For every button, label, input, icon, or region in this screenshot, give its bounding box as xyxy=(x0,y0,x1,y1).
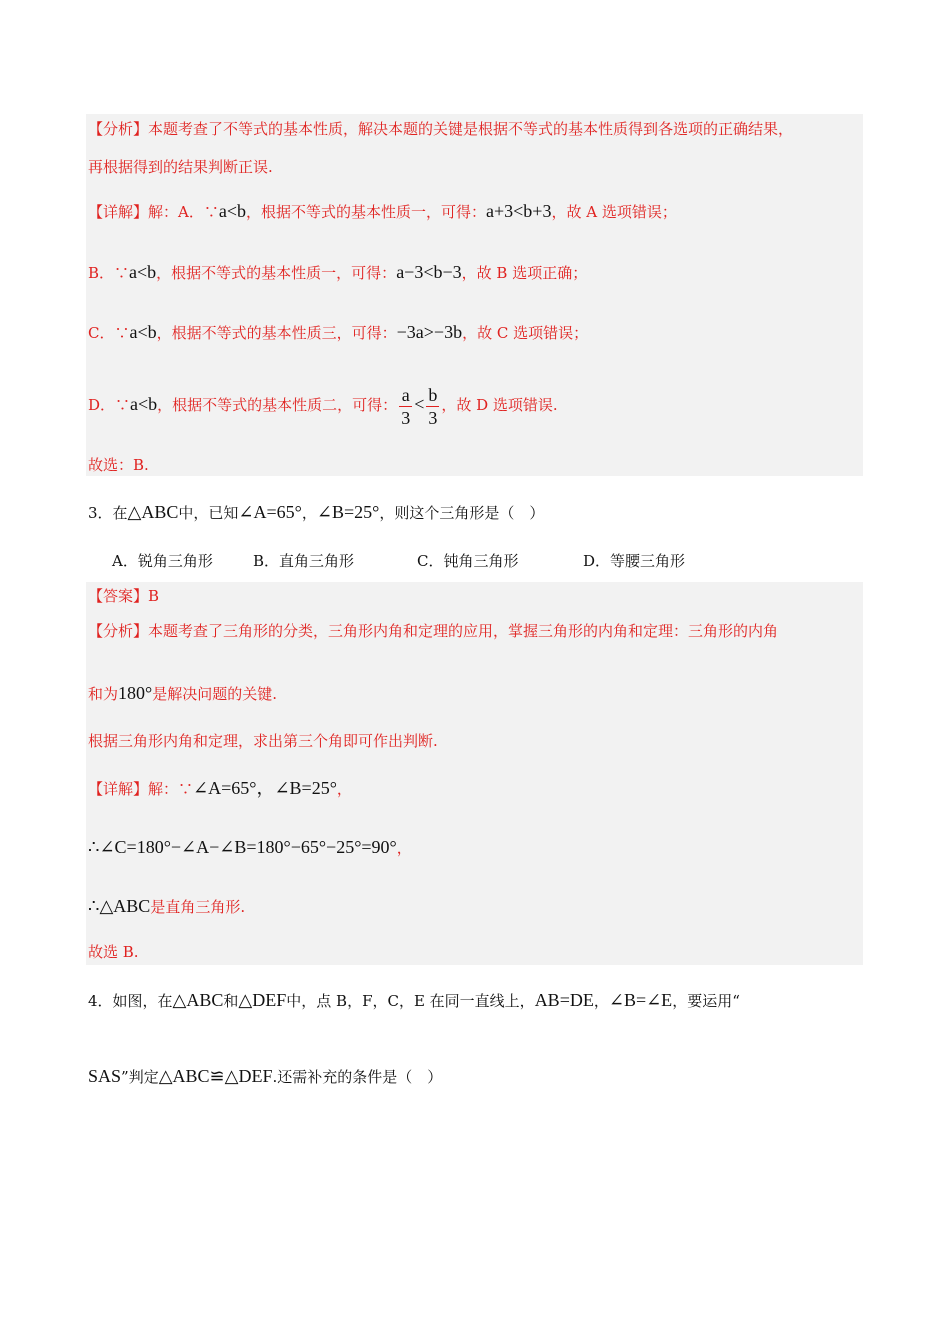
analysis-tag: 【分析】 xyxy=(88,622,149,640)
q2-choose: 故选：B. xyxy=(88,456,149,474)
q3-option-d[interactable]: D．等腰三角形 xyxy=(583,552,686,570)
q3-option-a[interactable]: A．锐角三角形 xyxy=(112,552,213,570)
q3-analysis-line2: 和为180°是解决问题的关键. xyxy=(88,683,277,703)
q2-analysis-line1: 【分析】本题考查了不等式的基本性质，解决本题的关键是根据不等式的基本性质得到各选项的正确结果， xyxy=(88,120,794,138)
q3-stem: 3．在△ABC中，已知∠A=65°，∠B=25°，则这个三角形是（ ） xyxy=(88,502,545,522)
q3-option-b[interactable]: B．直角三角形 xyxy=(253,552,355,570)
q3-analysis-line1: 【分析】本题考查了三角形的分类，三角形内角和定理的应用，掌握三角形的内角和定理：三角形的内角 xyxy=(88,622,779,640)
q2-detail-d: D．∵a<b，根据不等式的基本性质二，可得： $\frac{a}{3}$ < $\frac{b}{3}$ ，故 D 选项错误. xyxy=(88,384,558,428)
q3-analysis-line3: 根据三角形内角和定理，求出第三个角即可作出判断. xyxy=(88,732,438,750)
q3-option-c[interactable]: C．钝角三角形 xyxy=(417,552,519,570)
q3-detail-line1: 【详解】解：∵∠A=65°，∠B=25°， xyxy=(88,778,352,798)
q3-answer: 【答案】B xyxy=(88,587,160,605)
q2-detail-a: 【详解】解：A．∵a<b，根据不等式的基本性质一，可得：a+3<b+3，故 A 选项错误； xyxy=(88,201,677,221)
q2-detail-c: C．∵a<b，根据不等式的基本性质三，可得：−3a>−3b，故 C 选项错误； xyxy=(88,322,589,342)
q2-detail-b: B．∵a<b，根据不等式的基本性质一，可得：a−3<b−3，故 B 选项正确； xyxy=(88,262,588,282)
detail-tag: 【详解】 xyxy=(88,780,149,798)
q4-stem-line1: 4．如图，在△ABC和△DEF中，点 B，F，C，E 在同一直线上，AB=DE，∠B=∠E，要运用“ xyxy=(88,990,740,1010)
q3-choose: 故选 B. xyxy=(88,943,139,961)
detail-tag: 【详解】 xyxy=(88,203,149,221)
q2-analysis-line2: 再根据得到的结果判断正误. xyxy=(88,158,273,176)
q3-detail-line3: ∴△ABC是直角三角形. xyxy=(88,896,246,916)
analysis-tag: 【分析】 xyxy=(88,120,149,138)
fraction-b-over-3: $\frac{b}{3}$ xyxy=(428,384,438,428)
q3-detail-line2: ∴∠C=180°−∠A−∠B=180°−65°−25°=90°， xyxy=(88,837,412,857)
fraction-a-over-3: $\frac{a}{3}$ xyxy=(401,384,411,428)
q4-stem-line2: SAS”判定△ABC≌△DEF.还需补充的条件是（ ） xyxy=(88,1066,443,1086)
